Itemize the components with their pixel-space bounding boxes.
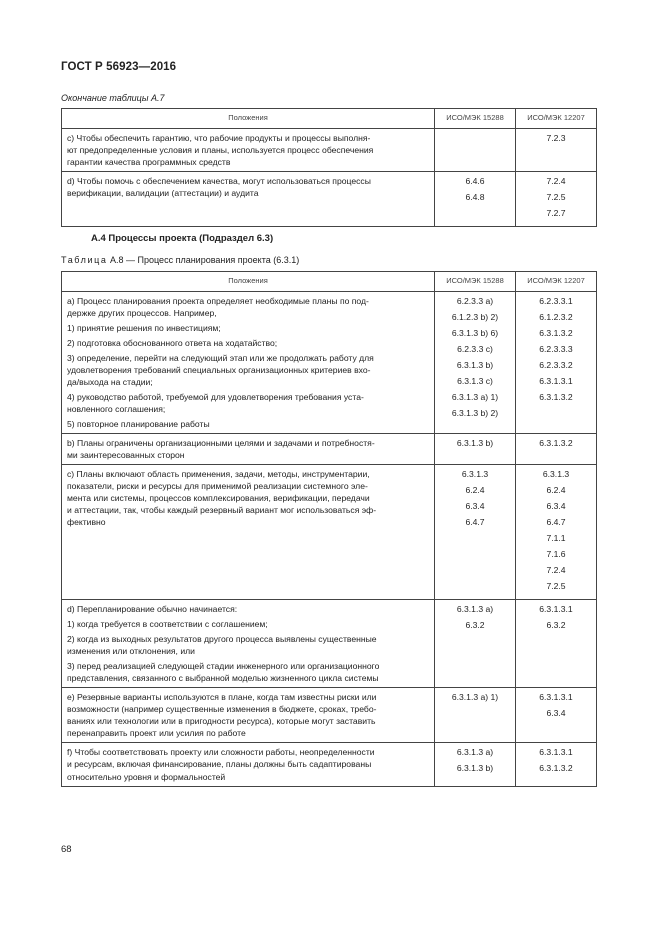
- provision-text-line: 1) принятие решения по инвестициям;: [67, 322, 221, 333]
- iso12207-ref: 6.2.3.3.3: [539, 343, 573, 354]
- provision-cell: [62, 171, 435, 226]
- iso12207-ref: 6.1.2.3.2: [539, 311, 573, 322]
- provision-text-line: гарантии качества программных средств: [67, 156, 231, 167]
- provision-text-line: 3) определение, перейти на следующий этап или же продолжать работу для: [67, 352, 374, 363]
- provision-text-line: перенаправить проект или усилия по работе: [67, 728, 246, 739]
- iso12207-ref: 6.3.1.3.2: [539, 327, 573, 338]
- iso15288-ref: 6.4.8: [465, 191, 485, 202]
- table-a8-caption-label: Таблица: [61, 255, 108, 265]
- iso12207-cell: [516, 291, 597, 433]
- provision-text-line: изменения или отклонения, или: [67, 646, 195, 657]
- provision-text-line: представления, связанного с выбранной моделью жизненного цикла системы: [67, 673, 379, 684]
- table-row: [62, 433, 597, 464]
- iso15288-ref: 6.3.1.3 a) 1): [451, 692, 499, 703]
- provision-cell: [62, 688, 435, 743]
- iso12207-cell: [516, 433, 597, 464]
- provision-text-line: фективно: [67, 517, 106, 527]
- iso15288-cell: [435, 464, 516, 599]
- provision-text-line: e) Резервные варианты используются в плане, когда там известны риски или: [67, 692, 377, 703]
- provision-text-line: b) Планы ограничены организационными целями и задачами и потребностя-: [67, 437, 375, 448]
- provision-text-line: ми заинтересованных сторон: [67, 449, 185, 460]
- provision-text-line: ваниях или технологии или в пригодности ресурса), которые могут заставить: [67, 716, 376, 727]
- column-header-provisions: Положения: [62, 109, 435, 129]
- iso15288-ref: 6.4.7: [465, 516, 485, 527]
- provision-text-line: мента или системы, процессов комплексирования, верификации, передачи: [67, 492, 370, 503]
- iso12207-ref: 7.2.4: [546, 565, 566, 576]
- table-a7: [61, 108, 597, 227]
- iso12207-cell: [516, 743, 597, 786]
- provision-text-line: 2) подготовка обоснованного ответа на ходатайство;: [67, 337, 278, 348]
- column-header-iso12207: ИСО/МЭК 12207: [516, 109, 597, 129]
- provision-text-line: ют предопределенные условия и планы, используется процесс обеспечения: [67, 144, 374, 155]
- document-id: ГОСТ Р 56923—2016: [61, 61, 177, 73]
- provision-cell: [62, 433, 435, 464]
- provision-cell: [62, 600, 435, 688]
- table-a8: [61, 271, 597, 787]
- iso15288-ref: 6.3.1.3 a): [456, 604, 494, 615]
- table-row: [62, 688, 597, 743]
- table-row: [62, 291, 597, 433]
- provision-text-line: показатели, риски и ресурсы для применимой реализации системного эле-: [67, 480, 368, 491]
- iso15288-cell: [435, 688, 516, 743]
- iso15288-cell: [435, 433, 516, 464]
- provision-cell: [62, 464, 435, 599]
- table-row: [62, 171, 597, 226]
- iso12207-ref: 7.2.3: [546, 132, 566, 143]
- provision-text-line: верификации, валидации (аттестации) и аудита: [67, 187, 259, 198]
- table-a7-caption: Окончание таблицы А.7: [61, 93, 165, 103]
- iso15288-cell: [435, 743, 516, 786]
- provision-text-line: c) Планы включают область применения, задачи, методы, инструментарии,: [67, 468, 370, 479]
- iso15288-cell: [435, 600, 516, 688]
- iso12207-cell: [516, 171, 597, 226]
- column-header-provisions: Положения: [62, 272, 435, 292]
- table-a8-caption: [61, 255, 299, 265]
- iso15288-ref: 6.2.3.3 a): [456, 295, 494, 306]
- table-row: [62, 464, 597, 599]
- table-row: [62, 743, 597, 786]
- provision-text-line: да/выхода на стадии;: [67, 376, 153, 387]
- table-a8-header-row: [62, 272, 597, 292]
- iso15288-ref: 6.2.4: [465, 484, 485, 495]
- iso12207-ref: 7.1.6: [546, 549, 566, 560]
- provision-cell: [62, 291, 435, 433]
- column-header-iso15288: ИСО/МЭК 15288: [435, 272, 516, 292]
- provision-text-line: и аттестации, так, чтобы каждый резервный вариант мог использоваться эф-: [67, 504, 377, 515]
- provision-text-line: 2) когда из выходных результатов другого процесса выявлены существенные: [67, 634, 377, 645]
- iso12207-cell: [516, 464, 597, 599]
- iso12207-ref: 6.3.1.3: [542, 468, 570, 479]
- column-header-iso12207: ИСО/МЭК 12207: [516, 272, 597, 292]
- iso12207-ref: 6.3.1.3.1: [539, 375, 573, 386]
- iso12207-ref: 6.2.3.3.1: [539, 295, 573, 306]
- iso15288-ref: 6.1.2.3 b) 2): [451, 311, 499, 322]
- page-number: 68: [61, 844, 72, 855]
- provision-text-line: f) Чтобы соответствовать проекту или сложности работы, неопределенности: [67, 747, 375, 758]
- iso15288-ref: 6.3.1.3 b) 2): [451, 407, 499, 418]
- provision-text-line: возможности (например существенные изменения в бюджете, сроках, требо-: [67, 704, 377, 715]
- provision-text-line: относительно уровня и формальностей: [67, 771, 226, 782]
- iso12207-ref: 6.2.3.3.2: [539, 359, 573, 370]
- iso12207-ref: 6.3.1.3.2: [539, 391, 573, 402]
- iso12207-ref: 6.3.1.3.2: [539, 763, 573, 774]
- iso12207-cell: [516, 688, 597, 743]
- iso12207-ref: 6.3.2: [546, 620, 566, 631]
- iso15288-ref: 6.3.1.3 a): [456, 747, 494, 758]
- provision-text-line: 1) когда требуется в соответствии с соглашением;: [67, 619, 268, 630]
- iso15288-ref: 6.3.2: [465, 620, 485, 631]
- provision-cell: [62, 743, 435, 786]
- iso12207-cell: [516, 128, 597, 171]
- iso12207-ref: 6.2.4: [546, 484, 566, 495]
- iso15288-ref: 6.3.1.3: [461, 468, 489, 479]
- iso15288-ref: 6.3.4: [465, 500, 485, 511]
- iso12207-ref: 7.2.5: [546, 581, 566, 592]
- provision-text-line: новленного соглашения;: [67, 403, 166, 414]
- provision-text-line: 3) перед реализацией следующей стадии инженерного или организационного: [67, 661, 380, 672]
- iso15288-ref: 6.3.1.3 b): [456, 763, 494, 774]
- iso15288-cell: [435, 171, 516, 226]
- table-a8-caption-text: А.8 — Процесс планирования проекта (6.3.1): [110, 255, 300, 265]
- provision-text-line: 5) повторное планирование работы: [67, 418, 210, 429]
- provision-text-line: d) Перепланирование обычно начинается:: [67, 604, 238, 615]
- provision-text-line: 4) руководство работой, требуемой для удовлетворения требования уста-: [67, 391, 364, 402]
- iso12207-ref: 7.2.7: [546, 207, 566, 218]
- iso12207-ref: 6.3.1.3.1: [539, 692, 573, 703]
- iso15288-ref: 6.3.1.3 b): [456, 359, 494, 370]
- provision-text-line: c) Чтобы обеспечить гарантию, что рабочие продукты и процессы выполня-: [67, 132, 371, 143]
- table-a7-header-row: [62, 109, 597, 129]
- iso12207-ref: 6.3.1.3.2: [539, 437, 573, 448]
- table-row: [62, 600, 597, 688]
- iso15288-ref: 6.3.1.3 b) 6): [451, 327, 499, 338]
- iso12207-ref: 7.2.5: [546, 191, 566, 202]
- iso15288-ref: 6.3.1.3 c): [457, 375, 493, 386]
- provision-text-line: a) Процесс планирования проекта определяет необходимые планы по под-: [67, 295, 369, 306]
- iso15288-cell: [435, 291, 516, 433]
- iso15288-ref: 6.3.1.3 b): [456, 437, 494, 448]
- iso15288-ref: 6.2.3.3 c): [457, 343, 493, 354]
- provision-text-line: d) Чтобы помочь с обеспечением качества, могут использоваться процессы: [67, 175, 371, 186]
- iso12207-ref: 6.3.4: [546, 500, 566, 511]
- column-header-iso15288: ИСО/МЭК 15288: [435, 109, 516, 129]
- iso12207-ref: 6.4.7: [546, 516, 566, 527]
- provision-text-line: удовлетворения требований специальных организационных критериев вхо-: [67, 364, 371, 375]
- iso12207-ref: 7.2.4: [546, 175, 566, 186]
- iso15288-ref: 6.4.6: [465, 175, 485, 186]
- iso12207-ref: 6.3.4: [546, 708, 566, 719]
- section-heading: А.4 Процессы проекта (Подраздел 6.3): [91, 233, 274, 244]
- table-row: [62, 128, 597, 171]
- provision-text-line: и ресурсам, включая финансирование, планы должны быть садаптированы: [67, 759, 372, 770]
- iso12207-ref: 6.3.1.3.1: [539, 747, 573, 758]
- iso12207-cell: [516, 600, 597, 688]
- provision-cell: [62, 128, 435, 171]
- iso12207-ref: 7.1.1: [546, 533, 566, 543]
- provision-text-line: держке других процессов. Например,: [67, 307, 217, 318]
- iso12207-ref: 6.3.1.3.1: [539, 604, 573, 615]
- iso15288-cell: [435, 128, 516, 171]
- iso15288-ref: 6.3.1.3 a) 1): [451, 391, 499, 402]
